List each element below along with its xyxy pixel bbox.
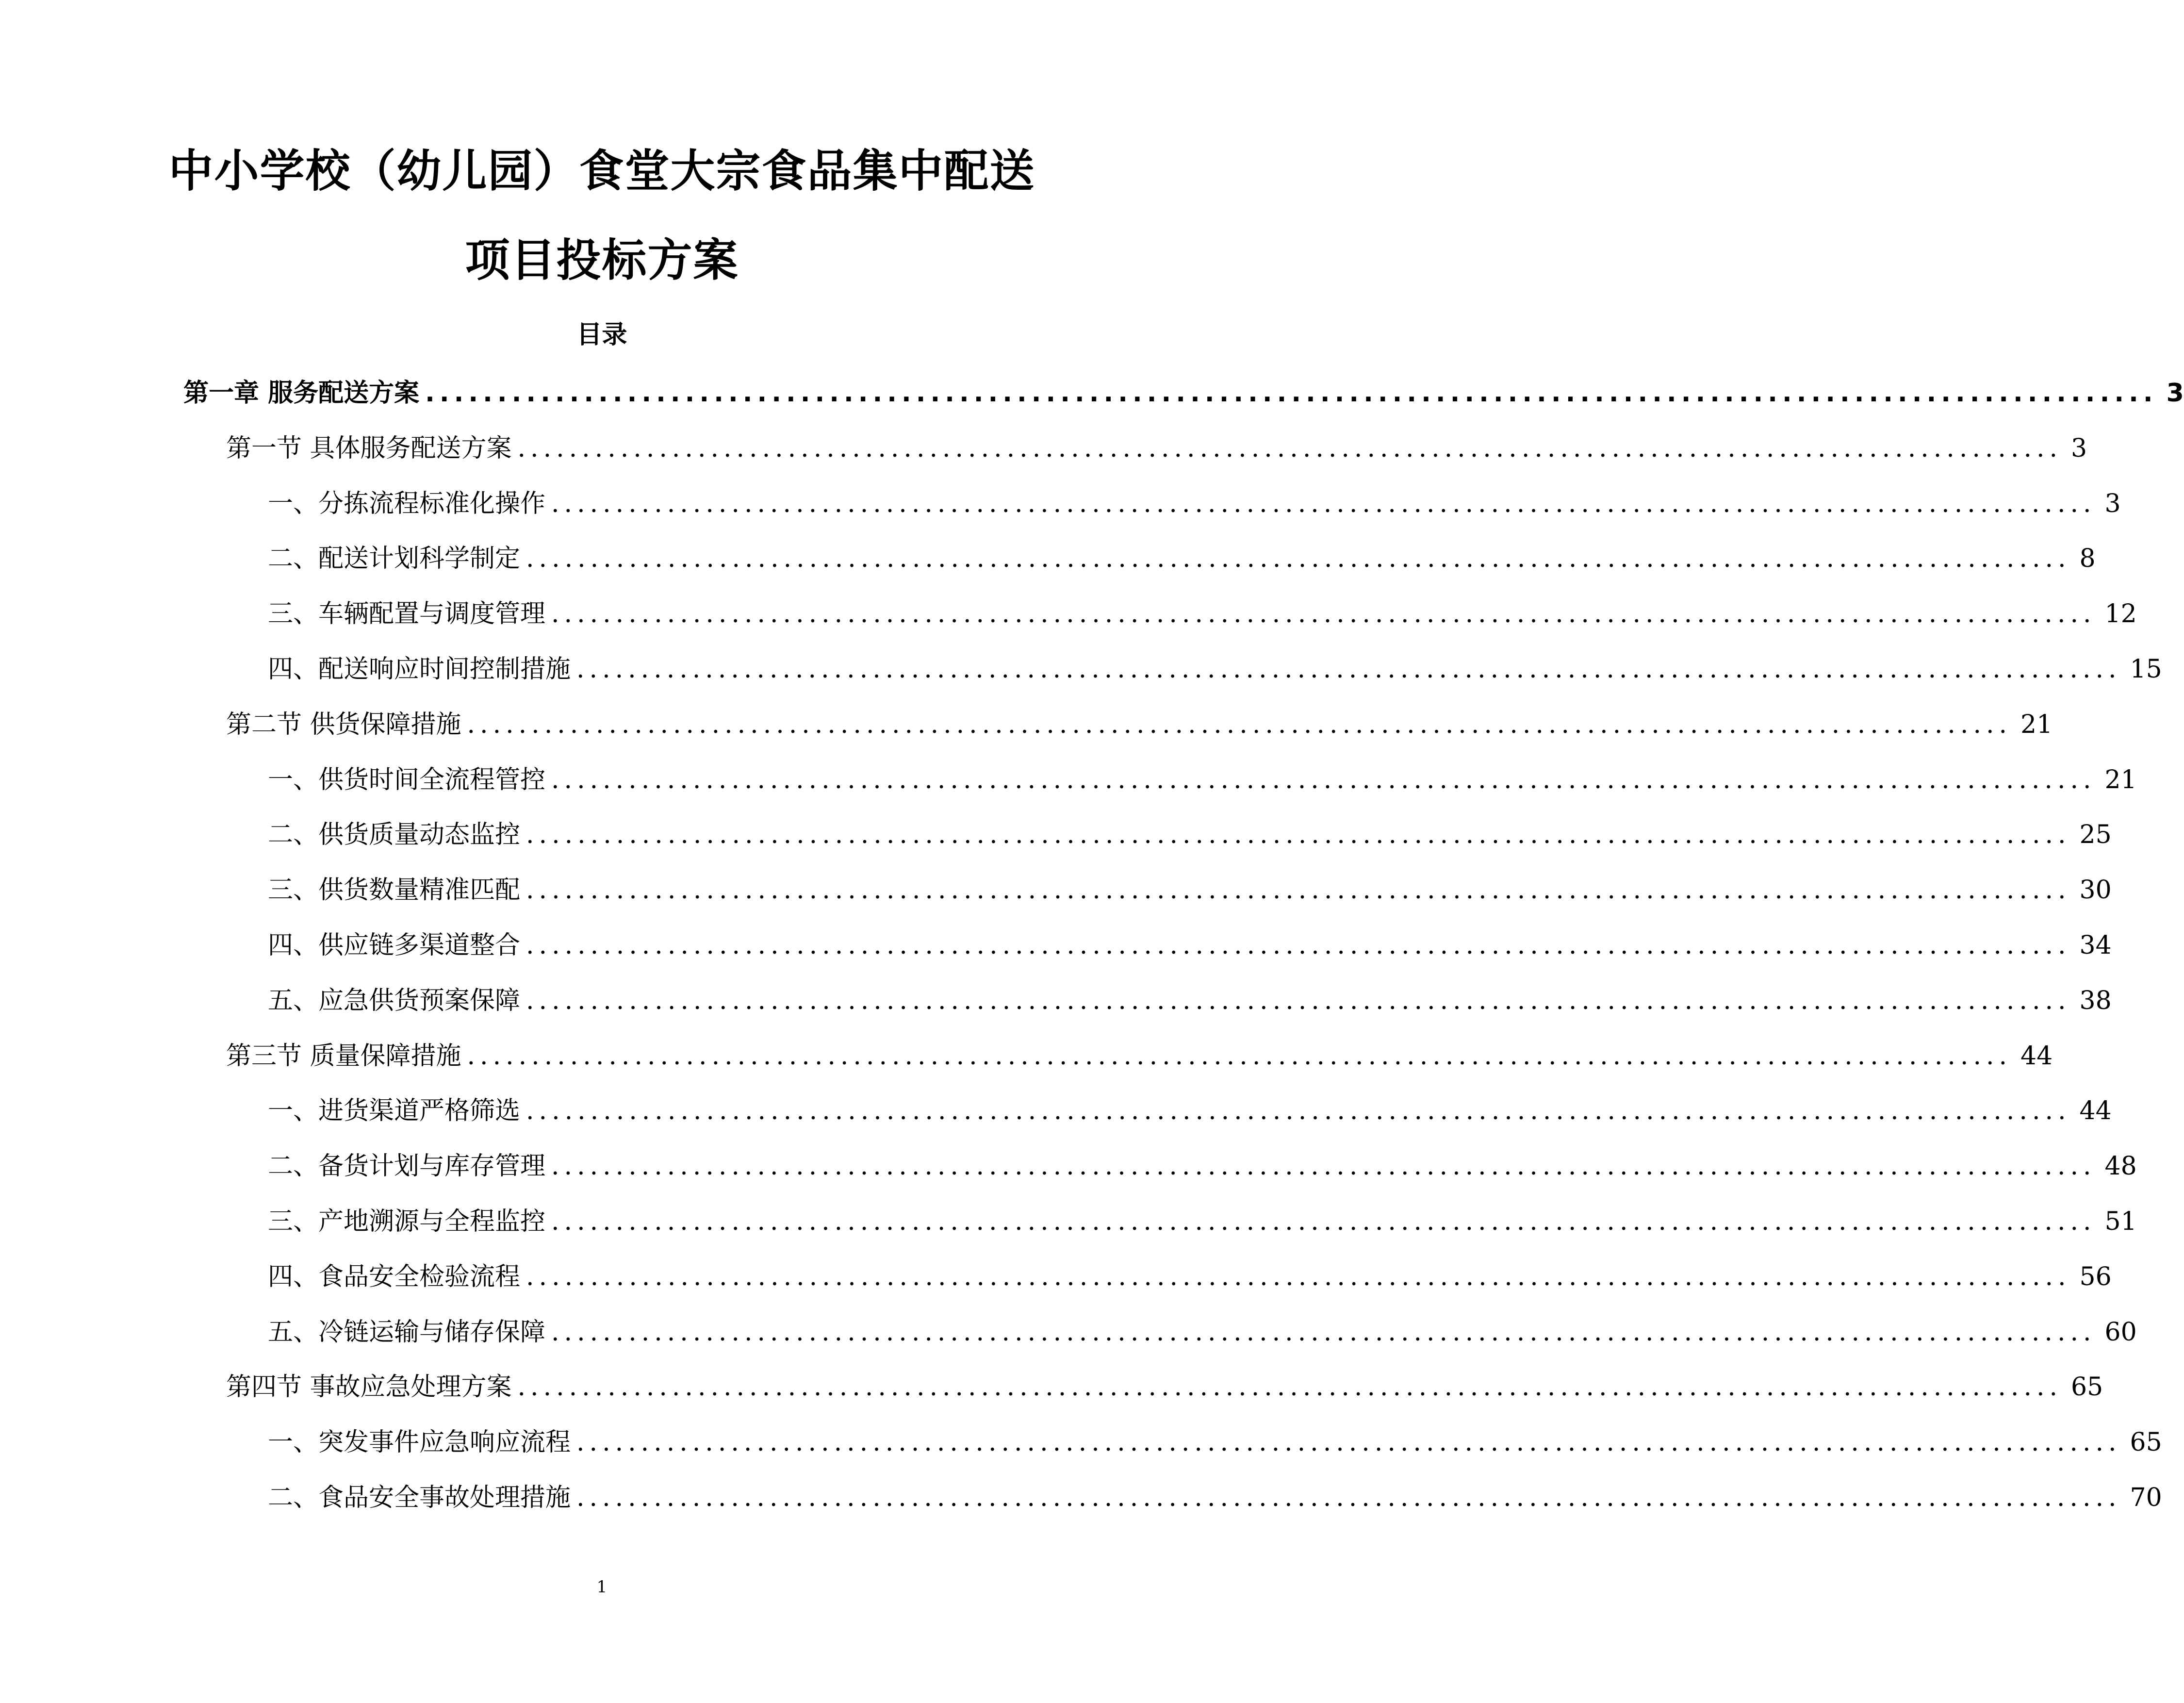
toc-dot-leader: ........................................................................................................................ (526, 931, 2071, 960)
page-number: 1 (596, 1577, 608, 1597)
toc-entry-page: 65 (2130, 1428, 2162, 1457)
toc-entry-item[interactable] (268, 868, 2112, 912)
toc-dot-leader: ........................................................................................................................ (576, 655, 2121, 684)
toc-entry-page: 70 (2130, 1483, 2162, 1512)
toc-dot-leader: ........................................................................................................................ (517, 434, 2063, 463)
toc-entry-item[interactable] (268, 537, 2096, 580)
toc-dot-leader: ........................................................................................................................ (551, 765, 2096, 794)
toc-dot-leader: ........................................................................................................................ (576, 1483, 2121, 1512)
toc-entry-label: 三、车辆配置与调度管理 (268, 599, 546, 628)
toc-entry-item[interactable] (268, 1144, 2137, 1188)
toc-dot-leader: ........................................................................................................................ (551, 1207, 2096, 1236)
toc-entry-item[interactable] (268, 1421, 2162, 1464)
toc-entry-item[interactable] (268, 1255, 2112, 1299)
toc-entry-page: 65 (2071, 1372, 2103, 1402)
toc-entry-label: 二、食品安全事故处理措施 (268, 1483, 571, 1512)
toc-dot-leader: ........................................................................................................................ (526, 820, 2071, 849)
toc-entry-page: 3 (2071, 434, 2087, 463)
toc-entry-label: 第二节 供货保障措施 (226, 710, 461, 739)
toc-entry-item[interactable] (268, 758, 2137, 802)
document-title-line-2: 项目投标方案 (465, 234, 739, 286)
toc-entry-item[interactable] (268, 482, 2121, 526)
toc-entry-page: 30 (2079, 876, 2112, 905)
toc-dot-leader: ........................................................................................................................ (551, 1152, 2096, 1181)
toc-entry-item[interactable] (268, 924, 2112, 967)
toc-entry-page: 3 (2166, 379, 2184, 408)
toc-entry-section[interactable] (226, 1034, 2053, 1078)
toc-entry-chapter[interactable] (183, 371, 2184, 415)
toc-entry-section[interactable] (226, 427, 2087, 470)
toc-entry-label: 二、备货计划与库存管理 (268, 1152, 546, 1181)
toc-dot-leader: ........................................................................................................................ (425, 379, 2158, 408)
toc-entry-label: 二、供货质量动态监控 (268, 820, 521, 849)
toc-dot-leader: ........................................................................................................................ (551, 599, 2096, 628)
toc-entry-item[interactable] (268, 647, 2162, 691)
toc-entry-page: 56 (2079, 1262, 2112, 1291)
toc-dot-leader: ........................................................................................................................ (526, 986, 2071, 1015)
toc-entry-page: 60 (2104, 1318, 2137, 1347)
toc-entry-item[interactable] (268, 1200, 2137, 1243)
toc-entry-item[interactable] (268, 979, 2112, 1023)
toc-entry-label: 第三节 质量保障措施 (226, 1042, 461, 1071)
toc-entry-label: 四、配送响应时间控制措施 (268, 655, 571, 684)
toc-dot-leader: ........................................................................................................................ (517, 1372, 2063, 1402)
toc-entry-label: 第四节 事故应急处理方案 (226, 1372, 512, 1402)
toc-entry-page: 3 (2104, 489, 2121, 518)
toc-entry-item[interactable] (268, 592, 2137, 636)
toc-entry-label: 一、供货时间全流程管控 (268, 765, 546, 794)
toc-entry-section[interactable] (226, 703, 2053, 746)
toc-entry-page: 48 (2104, 1152, 2137, 1181)
toc-entry-item[interactable] (268, 813, 2112, 857)
toc-entry-label: 一、突发事件应急响应流程 (268, 1428, 571, 1457)
toc-entry-page: 38 (2079, 986, 2112, 1015)
toc-dot-leader: ........................................................................................................................ (526, 876, 2071, 905)
toc-entry-section[interactable] (226, 1365, 2103, 1409)
toc-entry-label: 三、供货数量精准匹配 (268, 876, 521, 905)
toc-entry-page: 51 (2104, 1207, 2137, 1236)
toc-entry-label: 三、产地溯源与全程监控 (268, 1207, 546, 1236)
toc-entry-label: 第一章 服务配送方案 (183, 379, 420, 408)
toc-entry-label: 二、配送计划科学制定 (268, 544, 521, 573)
toc-entry-page: 21 (2104, 765, 2137, 794)
toc-entry-label: 一、进货渠道严格筛选 (268, 1096, 521, 1125)
toc-entry-page: 34 (2079, 931, 2112, 960)
toc-entry-page: 15 (2130, 655, 2162, 684)
toc-entry-page: 12 (2104, 599, 2137, 628)
toc-entry-label: 四、供应链多渠道整合 (268, 931, 521, 960)
toc-entry-label: 五、应急供货预案保障 (268, 986, 521, 1015)
toc-dot-leader: ........................................................................................................................ (551, 1318, 2096, 1347)
toc-entry-label: 第一节 具体服务配送方案 (226, 434, 512, 463)
toc-dot-leader: ........................................................................................................................ (551, 489, 2096, 518)
toc-entry-label: 四、食品安全检验流程 (268, 1262, 521, 1291)
toc-entry-page: 25 (2079, 820, 2112, 849)
toc-entry-page: 21 (2020, 710, 2053, 739)
toc-dot-leader: ........................................................................................................................ (467, 710, 2012, 739)
toc-dot-leader: ........................................................................................................................ (526, 1262, 2071, 1291)
toc-entry-page: 44 (2079, 1096, 2112, 1125)
toc-dot-leader: ........................................................................................................................ (467, 1042, 2012, 1071)
toc-entry-item[interactable] (268, 1089, 2112, 1133)
toc-heading: 目录 (576, 320, 627, 349)
toc-entry-page: 8 (2079, 544, 2096, 573)
toc-dot-leader: ........................................................................................................................ (576, 1428, 2121, 1457)
toc-dot-leader: ........................................................................................................................ (526, 544, 2071, 573)
toc-entry-page: 44 (2020, 1042, 2053, 1071)
document-title-line-1: 中小学校（幼儿园）食堂大宗食品集中配送 (168, 145, 1035, 197)
toc-entry-label: 五、冷链运输与储存保障 (268, 1318, 546, 1347)
toc-entry-item[interactable] (268, 1310, 2137, 1354)
toc-entry-item[interactable] (268, 1476, 2162, 1520)
toc-dot-leader: ........................................................................................................................ (526, 1096, 2071, 1125)
toc-entry-label: 一、分拣流程标准化操作 (268, 489, 546, 518)
